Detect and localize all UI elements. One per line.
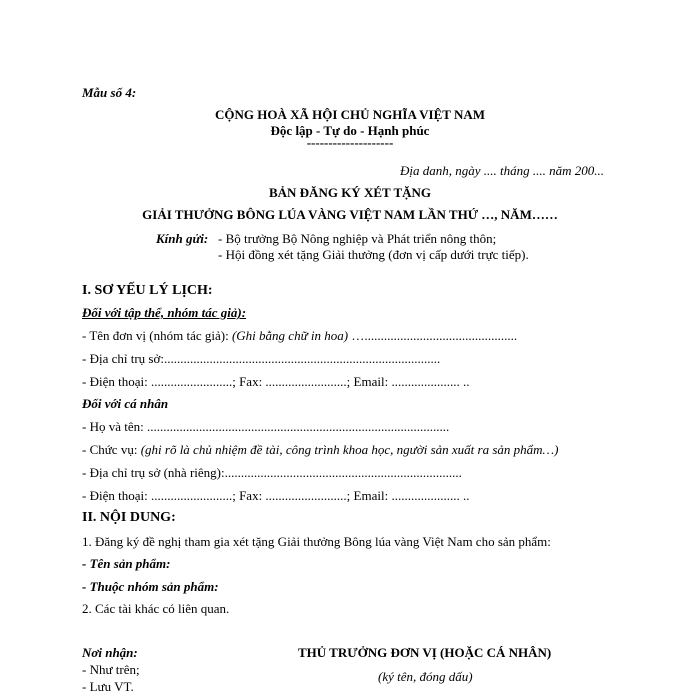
individual-position-field <box>82 442 558 458</box>
content-item-2: 2. Các tài khác có liên quan. <box>82 601 230 616</box>
signer-note: (ký tên, đóng dấu) <box>378 669 473 684</box>
individual-phone-field: - Điện thoại: .........................; Fax: .........................; Email: ..................... .. <box>82 488 470 503</box>
position-hint: (ghi rõ là chủ nhiệm đề tài, công trình khoa học, người sản xuất ra sản phẩm…) <box>140 442 559 457</box>
section2-heading: II. NỘI DUNG: <box>82 510 176 525</box>
position-label: - Chức vụ: <box>82 442 141 457</box>
individual-address-field: - Địa chỉ trụ sở (nhà riêng):......................................................................... <box>82 465 462 480</box>
recipients-label: Kính gửi: <box>156 231 209 246</box>
recipient-item: - Hội đồng xét tặng Giải thưởng (đơn vị cấp dưới trực tiếp). <box>218 247 529 262</box>
footer-recipient-item: - Như trên; <box>82 662 140 677</box>
header-divider: -------------------- <box>306 135 394 150</box>
footer-recipients-label: Nơi nhận: <box>82 645 138 660</box>
group-phone-field: - Điện thoại: .........................; Fax: .........................; Email: ..................... .. <box>82 374 470 389</box>
motto: Độc lập - Tự do - Hạnh phúc <box>270 123 430 138</box>
document-title: BẢN ĐĂNG KÝ XÉT TẶNG <box>268 185 432 200</box>
recipient-item: - Bộ trưởng Bộ Nông nghiệp và Phát triển nông thôn; <box>218 231 497 246</box>
signer-title: THỦ TRƯỞNG ĐƠN VỊ (HOẶC CÁ NHÂN) <box>298 645 552 660</box>
country-name: CỘNG HOÀ XÃ HỘI CHỦ NGHĨA VIỆT NAM <box>214 107 486 122</box>
product-name-label: - Tên sản phẩm: <box>82 556 171 571</box>
group-address-field: - Địa chỉ trụ sở:..................................................................................... <box>82 351 441 366</box>
product-group-label: - Thuộc nhóm sản phẩm: <box>82 579 219 594</box>
form-number: Mẫu số 4: <box>82 85 137 100</box>
group-name-field <box>82 328 517 344</box>
section1-heading: I. SƠ YẾU LÝ LỊCH: <box>82 283 213 298</box>
individual-heading: Đối với cá nhân <box>82 396 169 411</box>
group-name-label: - Tên đơn vị (nhóm tác giả): <box>82 328 232 343</box>
group-heading: Đối với tập thể, nhóm tác giả): <box>82 305 247 320</box>
individual-name-field: - Họ và tên: ............................................................................................. <box>82 419 450 434</box>
content-item-1: 1. Đăng ký đề nghị tham gia xét tặng Giải thưởng Bông lúa vàng Việt Nam cho sản phẩm: <box>82 534 551 549</box>
group-name-dots: …............................................... <box>348 328 518 343</box>
footer-recipient-item: - Lưu VT. <box>82 679 134 694</box>
document-subtitle: GIẢI THƯỞNG BÔNG LÚA VÀNG VIỆT NAM LẦN THỨ …, NĂM…… <box>142 207 558 222</box>
group-name-hint: (Ghi bằng chữ in hoa) <box>231 328 349 343</box>
place-date: Địa danh, ngày .... tháng .... năm 200... <box>400 163 605 178</box>
